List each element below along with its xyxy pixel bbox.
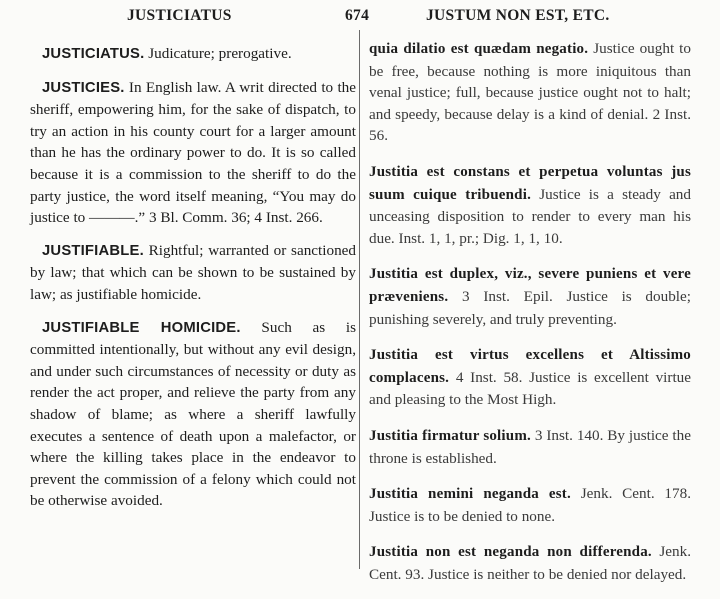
entry-justiciatus xyxy=(30,43,356,66)
left-column xyxy=(30,43,356,523)
maxim-headword: Justitia firmatur solium. xyxy=(369,427,531,444)
maxim-entry xyxy=(369,541,691,585)
maxim-translation: Jenk. Cent. 93. Justice is neither to be denied nor delayed. xyxy=(369,543,691,583)
entry-definition: Judicature; prerogative. xyxy=(148,45,292,62)
maxim-headword: Justitia est constans et perpetua voluntas jus suum cuique tribuendi. xyxy=(369,163,691,203)
entry-definition: Such as is committed intentionally, but without any evil design, and under such circumstances of necessity or duty as render the act proper, and relieve the party from any shadow of blame; as where a sheriff lawfully executes a sentence of death upon a malefactor, or where the killing takes place in the endeavor to prevent the commission of a felony which could not be otherwise avoided. xyxy=(30,318,357,510)
maxim-headword: Justitia est duplex, viz., severe puniens et vere præveniens. xyxy=(369,266,691,305)
entry-continuation xyxy=(369,38,691,147)
maxim-entry xyxy=(369,344,691,411)
maxim-translation: 4 Inst. 58. Justice is excellent virtue and pleasing to the Most High. xyxy=(369,368,691,409)
entry-justifiable xyxy=(30,240,356,306)
maxim-translation: 3 Inst. 140. By justice the throne is established. xyxy=(369,426,691,467)
running-head xyxy=(0,7,720,29)
maxim-entry xyxy=(369,263,691,330)
entry-headword: JUSTICIATUS. xyxy=(42,46,145,62)
entry-justifiable-homicide xyxy=(30,317,356,512)
right-column xyxy=(369,38,691,599)
column-divider xyxy=(359,30,360,569)
header-right-guide-word: JUSTUM NON EST, ETC. xyxy=(426,7,610,24)
maxim-headword: Justitia non est neganda non differenda. xyxy=(369,544,652,561)
page-number: 674 xyxy=(345,7,370,24)
entry-headword: JUSTIFIABLE HOMICIDE. xyxy=(42,319,241,336)
entry-definition: In English law. A writ directed to the sheriff, empowering him, for the sake of dispatch, to try an action in his county court for a larger amount than he has the ordinary power to do. It is so called because it is a commission to the sheriff to do the party justice, the word itself meaning, “You may do justice to ———.” 3 Bl. Comm. 36; 4 Inst. 266. xyxy=(30,78,357,227)
maxim-entry xyxy=(369,483,691,527)
entry-justicies xyxy=(30,77,356,229)
maxim-translation: Justice ought to be free, because nothing is more iniquitous than venal justice; full, because justice ought not to halt; and speedy, because delay is a kind of denial. 2 Inst. 56. xyxy=(369,40,692,145)
maxim-headword: Justitia est virtus excellens et Altissimo complacens. xyxy=(369,347,691,386)
maxim-entry xyxy=(369,161,691,249)
maxim-translation: Jenk. Cent. 178. Justice is to be denied to none. xyxy=(369,485,692,525)
maxim-continuation: quia dilatio est quædam negatio. xyxy=(369,41,589,57)
entry-headword: JUSTICIES. xyxy=(42,79,125,96)
maxim-translation: 3 Inst. Epil. Justice is double; punishing severely, and truly preventing. xyxy=(369,287,691,328)
maxim-headword: Justitia nemini neganda est. xyxy=(369,486,571,503)
maxim-entry xyxy=(369,425,691,469)
header-left-guide-word: JUSTICIATUS xyxy=(127,7,232,24)
entry-headword: JUSTIFIABLE. xyxy=(42,242,144,259)
entry-definition: Rightful; warranted or sanctioned by law; that which can be shown to be sustained by law; as justifiable homicide. xyxy=(30,241,356,303)
maxim-translation: Justice is a steady and unceasing disposition to render to every man his due. Inst. 1, 1, pr.; Dig. 1, 1, 10. xyxy=(369,185,691,247)
